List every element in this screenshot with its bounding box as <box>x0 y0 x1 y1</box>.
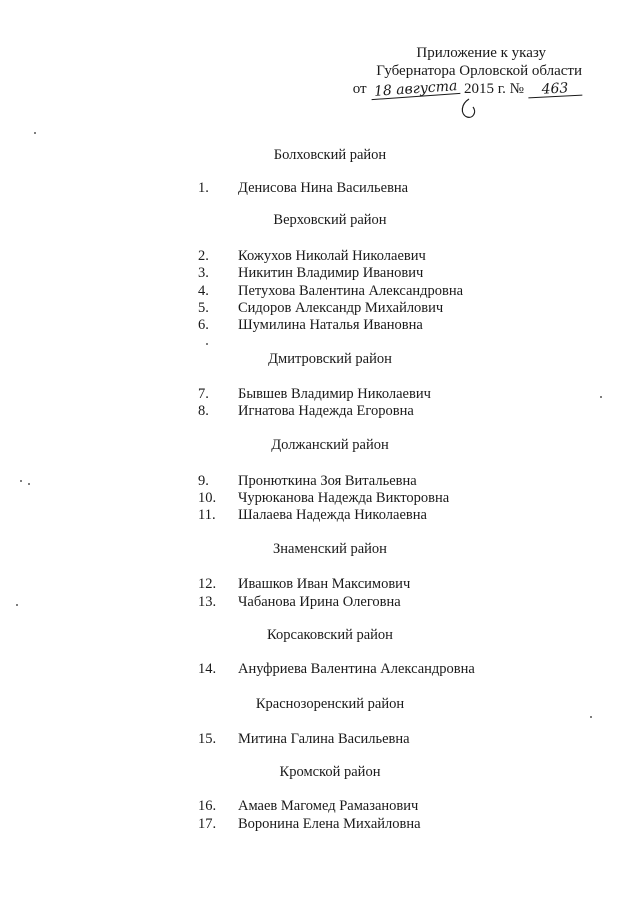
scan-speck <box>206 343 208 345</box>
person-name: Ивашков Иван Максимович <box>238 576 411 592</box>
person-name: Петухова Валентина Александровна <box>238 283 464 299</box>
date-prefix: от <box>352 81 367 97</box>
item-number: 3. <box>198 265 209 281</box>
item-number: 17. <box>198 816 217 832</box>
person-name: Воронина Елена Михайловна <box>238 816 421 832</box>
list-item <box>198 300 443 317</box>
scan-speck <box>590 716 592 718</box>
person-name: Сидоров Александр Михайлович <box>238 300 444 316</box>
person-name: Бывшев Владимир Николаевич <box>238 386 431 402</box>
person-name: Шалаева Надежда Николаевна <box>238 507 427 523</box>
district-heading: Краснозоренский район <box>255 696 405 712</box>
scan-speck <box>16 604 18 606</box>
list-item <box>198 317 423 334</box>
district-heading: Корсаковский район <box>267 627 393 643</box>
person-name: Митина Галина Васильевна <box>238 731 410 747</box>
handwritten-date: 18 августа <box>370 79 460 100</box>
person-name: Денисова Нина Васильевна <box>238 180 409 196</box>
list-item <box>198 507 427 524</box>
list-item <box>198 386 431 403</box>
list-item <box>198 473 417 490</box>
list-item <box>198 594 401 611</box>
person-name: Кожухов Николай Николаевич <box>238 248 426 264</box>
person-name: Шумилина Наталья Ивановна <box>238 317 423 333</box>
handwritten-number: 463 <box>528 81 583 99</box>
person-name: Чурюканова Надежда Викторовна <box>238 490 450 506</box>
scan-speck <box>34 132 36 134</box>
scan-speck <box>20 480 22 482</box>
person-name: Ануфриева Валентина Александровна <box>238 661 475 677</box>
district-heading: Знаменский район <box>273 541 387 557</box>
item-number: 6. <box>198 317 209 333</box>
district-heading: Болховский район <box>273 147 387 163</box>
district-heading: Дмитровский район <box>268 351 392 367</box>
item-number: 1. <box>198 180 209 196</box>
person-name: Пронюткина Зоя Витальевна <box>238 473 417 489</box>
item-number: 2. <box>198 248 209 264</box>
list-item <box>198 265 423 282</box>
list-item <box>198 180 408 197</box>
item-number: 16. <box>198 798 217 814</box>
year-text: 2015 г. № <box>463 81 524 97</box>
person-name: Игнатова Надежда Егоровна <box>238 403 414 419</box>
appendix-header <box>322 44 582 98</box>
list-item <box>198 403 414 420</box>
list-item <box>198 661 475 678</box>
item-number: 13. <box>198 594 217 610</box>
person-name: Никитин Владимир Иванович <box>238 265 424 281</box>
header-line-2: Губернатора Орловской области <box>376 63 582 79</box>
item-number: 7. <box>198 386 209 402</box>
list-item <box>198 731 410 748</box>
scan-speck <box>600 396 602 398</box>
header-date-line <box>322 80 582 98</box>
scan-speck <box>28 483 30 485</box>
list-item <box>198 576 410 593</box>
list-item <box>198 798 418 815</box>
item-number: 12. <box>198 576 217 592</box>
person-name: Чабанова Ирина Олеговна <box>238 594 401 610</box>
list-item <box>198 490 449 507</box>
district-heading: Верховский район <box>273 212 387 228</box>
item-number: 4. <box>198 283 209 299</box>
item-number: 8. <box>198 403 209 419</box>
item-number: 11. <box>198 507 216 523</box>
item-number: 10. <box>198 490 217 506</box>
list-item <box>198 816 421 833</box>
item-number: 5. <box>198 300 209 316</box>
handwritten-flourish <box>455 98 485 120</box>
item-number: 9. <box>198 473 209 489</box>
header-line-1: Приложение к указу <box>416 45 546 61</box>
list-item <box>198 248 426 265</box>
district-heading: Должанский район <box>271 437 389 453</box>
item-number: 14. <box>198 661 217 677</box>
list-item <box>198 283 463 300</box>
item-number: 15. <box>198 731 217 747</box>
person-name: Амаев Магомед Рамазанович <box>238 798 419 814</box>
district-heading: Кромской район <box>279 764 381 780</box>
